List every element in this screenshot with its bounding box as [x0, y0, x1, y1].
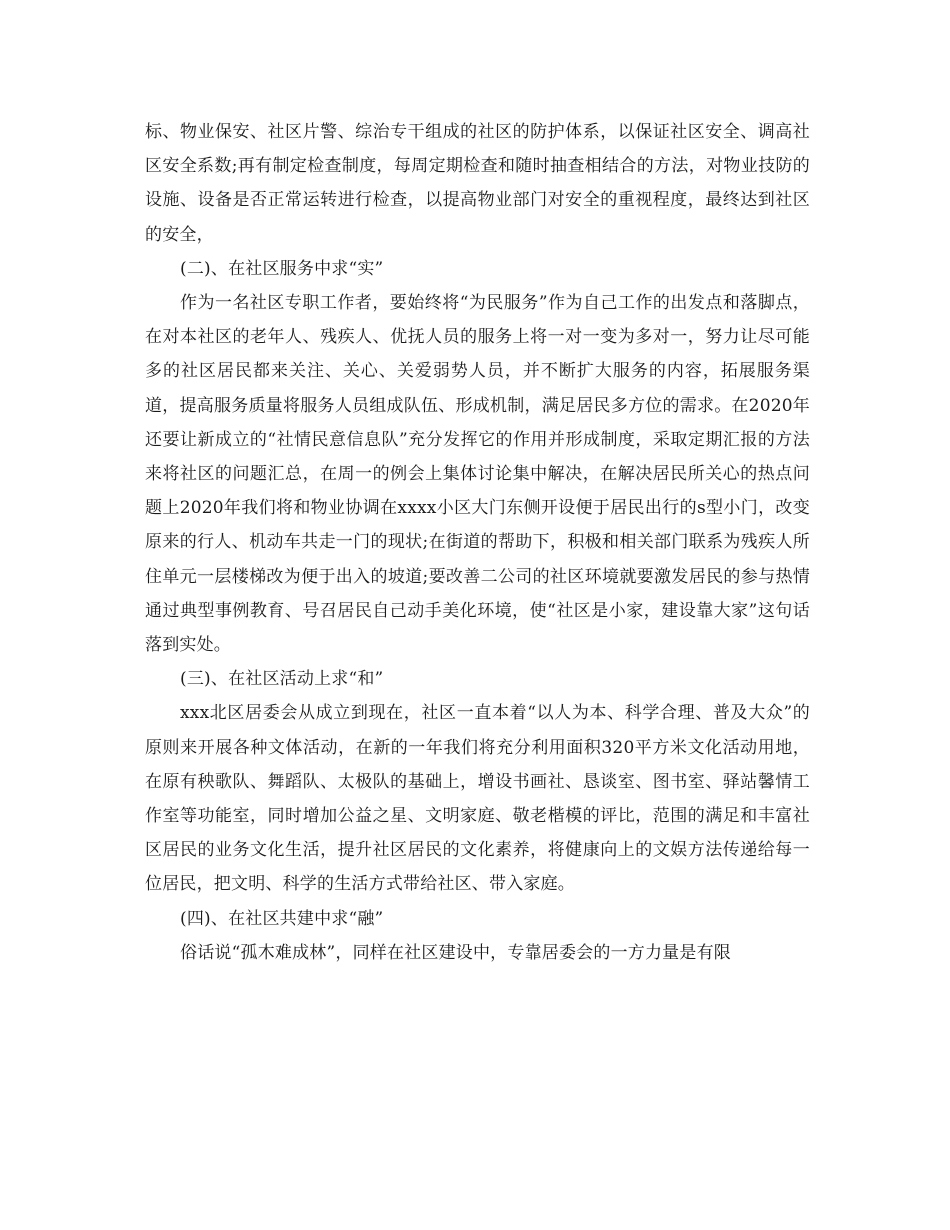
section-heading-3: (三)、在社区活动上求“和”	[180, 669, 384, 690]
section-heading-4: (四)、在社区共建中求“融”	[180, 908, 384, 929]
paragraph-continuation: 标、物业保安、社区片警、综治专干组成的社区的防护体系，以保证社区安全、调高社区安全系数;再有制定检查制度，每周定期检查和随时抽查相结合的方法，对物业技防的设施、设备是否正常运转进行检查，以提高物业部门对安全的重视程度，最终达到社区的安全，	[145, 122, 810, 245]
paragraph-co-construction: 俗话说“孤木难成林”，同样在社区建设中，专靠居委会的一方力量是有限	[180, 942, 731, 963]
section-heading-2: (二)、在社区服务中求“实”	[180, 258, 384, 279]
document-page	[145, 115, 810, 970]
paragraph-service: 作为一名社区专职工作者，要始终将“为民服务”作为自己工作的出发点和落脚点，在对本社区的老年人、残疾人、优抚人员的服务上将一对一变为多对一，努力让尽可能多的社区居民都来关注、关心、关爱弱势人员，并不断扩大服务的内容，拓展服务渠道，提高服务质量将服务人员组成队伍、形成机制，满足居民多方位的需求。在2020年还要让新成立的“社情民意信息队”充分发挥它的作用并形成制度，采取定期汇报的方法来将社区的问题汇总，在周一的例会上集体讨论集中解决，在解决居民所关心的热点问题上2020年我们将和物业协调在xxxx小区大门东侧开设便于居民出行的s型小门，改变原来的行人、机动车共走一门的现状;在街道的帮助下，积极和相关部门联系为残疾人所住单元一层楼梯改为便于出入的坡道;要改善二公司的社区环境就要激发居民的参与热情通过典型事例教育、号召居民自己动手美化环境，使“社区是小家，建设靠大家”这句话落到实处。	[145, 293, 810, 656]
paragraph-activities: xxx北区居委会从成立到现在，社区一直本着“以人为本、科学合理、普及大众”的原则来开展各种文体活动，在新的一年我们将充分利用面积320平方米文化活动用地，在原有秧歌队、舞蹈队、太极队的基础上，增设书画社、恳谈室、图书室、驿站馨情工作室等功能室，同时增加公益之星、文明家庭、敬老楷模的评比，范围的满足和丰富社区居民的业务文化生活，提升社区居民的文化素养，将健康向上的文娱方法传递给每一位居民，把文明、科学的生活方式带给社区、带入家庭。	[145, 703, 810, 895]
